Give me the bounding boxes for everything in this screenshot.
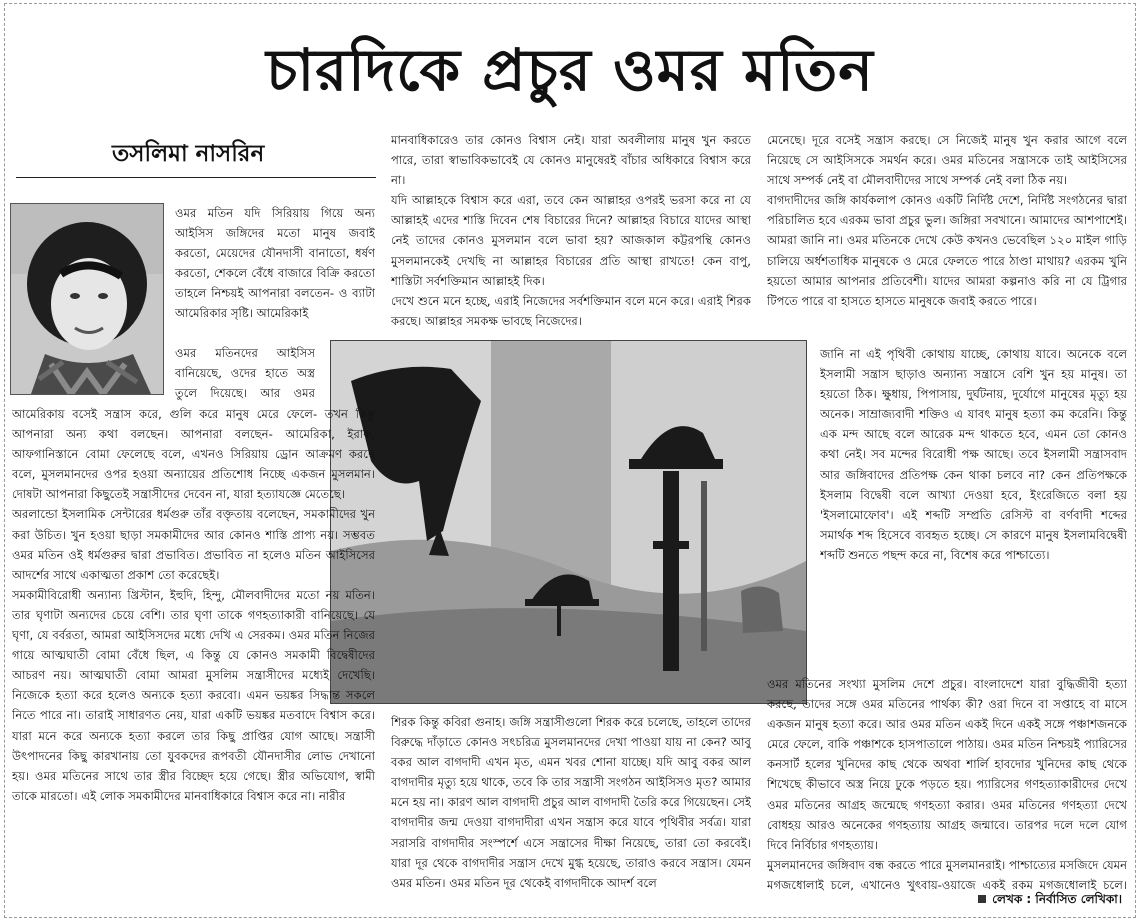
- illustration: [330, 340, 807, 704]
- author-portrait: [10, 203, 164, 395]
- paragraph: যদি আল্লাহকে বিশ্বাস করে এরা, তবে কেন আল্লাহর ওপরই ভরসা করে না যে আল্লাহই এদের শাস্তি দিবেন শেষ বিচারের দিনে? আল্লাহর বিচারে যাদের আস্থা নেই তাদের কোনও মুসলমান বলে ভাবা হয়? আজকাল কট্টরপন্থি কোনও মুসলমানকেই দেখছি না আল্লাহর বিচারের প্রতি আস্থা রাখতে! কেন বাপু, শাস্তিটা সর্বশক্তিমান আল্লাহই দিক।: [391, 193, 751, 288]
- column-3-mid: [820, 344, 1127, 674]
- fallen-soldier-illustration: [331, 341, 806, 703]
- column-1-top: [175, 203, 375, 343]
- paragraph: দেখে শুনে মনে হচ্ছে, এরাই নিজেদের সর্বশক্তিমান বলে মনে করে। এরাই শিরক করছে। আল্লাহর সমকক্ষ ভাবছে নিজেদের।: [391, 293, 751, 328]
- paragraph: শিরক কিন্তু কবিরা গুনাহ। জঙ্গি সন্ত্রাসীগুলো শিরক করে চলেছে, তাহলে তাদের বিরুদ্ধে দাঁড়াতে কোনও সৎচরিত্র মুসলমানদের দেখা পাওয়া যায় না কেন? আবু বকর আল বাগদাদী এখন মৃত, এমন খবর শোনা যাচ্ছে। যদি আবু বকর আল বাগদাদীর মৃত্যু হয়ে থাকে, তবে কি তার সন্ত্রাসী সংগঠন আইসিসও মৃত? আমার মনে হয় না। কারণ আল বাগদাদী প্রচুর আল বাগদাদী তৈরি করে গিয়েছেন। সেই বাগদাদীর জন্ম দেওয়া বাগদাদীরা এখন সন্ত্রাস করে যাবে পৃথিবীর সর্বত্র। যারা সরাসরি বাগদাদীর সংস্পর্শে এসে সন্ত্রাসের দীক্ষা নিয়েছে, তারা তো করবেই। যারা দূর থেকে বাগদাদীর সন্ত্রাস দেখে মুগ্ধ হয়েছে, তারাও করবে সন্ত্রাস। যেমন ওমর মতিন। ওমর মতিন দূর থেকেই বাগদাদীকে আদর্শ বলে: [391, 715, 751, 890]
- writer-note: [978, 891, 1122, 911]
- column-3-top: [767, 130, 1127, 344]
- column-2-bottom: [391, 712, 751, 904]
- paragraph: বাগদাদীদের জঙ্গি কার্যকলাপ কোনও একটি নির্দিষ্ট দেশে, নির্দিষ্ট সংগঠনের দ্বারা পরিচালিত হবে এরকম ভাবা প্রচুর ভুল। জঙ্গিরা সবখানে। আমাদের আশপাশেই। আমরা জানি না। ওমর মতিনকে দেখে কেউ কখনও ভেবেছিল ১২০ মাইল গাড়ি চালিয়ে অর্ধশতাধিক মানুষকে ও মেরে ফেলতে পারে ঠাণ্ডা মাথায়? এরকম খুনি হয়তো আমার আপনার প্রতিবেশী। যাদের আমরা কল্পনাও করি না যে ট্রিগার টিপতে পারে বা হাসতে হাসতে মানুষকে জবাই করতে পারে।: [767, 193, 1127, 308]
- paragraph: সমকামীবিরোধী অন্যান্য খ্রিস্টান, ইহুদি, হিন্দু, মৌলবাদীদের মতো নয় মতিন। তার ঘৃণাটা অন্যদের চেয়ে বেশি। তার ঘৃণা তাকে গণহত্যাকারী বানিয়েছে। যে ঘৃণা, যে বর্বরতা, আমরা আইসিসদের মধ্যে দেখি এ সেরকম। ওমর মতিন নিজের গায়ে আত্মঘাতী বোমা বেঁধে ছিল, এ কিন্তু যে কোনও সমকামী বিদ্বেষীদের আচরণ নয়। আত্মঘাতী বোমা আমরা মুসলিম সন্ত্রাসীদের মধ্যেই দেখেছি। নিজেকে হত্যা করে হলেও অন্যকে হত্যা করবো। এমন ভয়ঙ্কর সিদ্ধান্ত সকলে নিতে পারে না। তারাই সাধারণত নেয়, যারা একটি ভয়ঙ্কর মতবাদে বিশ্বাস করে। যারা মনে করে অন্যকে হত্যা করলে তার কিছু প্রাপ্তির যোগ আছে। সন্ত্রাসী উৎপাদনের কিছু কারখানায় তো যুবকদের রূপবতী যৌনদাসীর লোভ দেখানো হয়। ওমর মতিনের সাথে তার স্ত্রীর বিচ্ছেদ হয়ে গেছে। স্ত্রীর অভিযোগ, স্বামী তাকে মারতো। এই লোক সমকামীদের মানবাধিকারে বিশ্বাস করে না। নারীর: [12, 587, 375, 803]
- square-bullet-icon: [978, 895, 986, 903]
- writer-note-text: লেখক : নির্বাসিত লেখিকা।: [992, 892, 1122, 906]
- paragraph: মুসলমানদের জঙ্গিবাদ বন্ধ করতে পারে মুসলমানরাই। পাশ্চাত্যের মসজিদে যেমন মগজধোলাই চলে, এখানেও খুৎবায়-ওয়াজে একই রকম মগজধোলাই চলে।: [767, 857, 1127, 892]
- paragraph: অরলান্ডো ইসলামিক সেন্টারের ধর্মগুরু তাঁর বক্তৃতায় বলেছেন, সমকামীদের খুন করা উচিত। খুন হওয়া ছাড়া সমকামীদের আর কোনও শাস্তি প্রাপ্য নয়। সম্ভবত ওমর মতিন ওই ধর্মগুরুর দ্বারা প্রভাবিত। প্রভাবিত না হলেও মতিন আইসিসের আদর্শের সাথে একাত্মতা প্রকাশ তো করেছেই।: [12, 507, 375, 582]
- column-2-top: [391, 130, 751, 340]
- paragraph: ওমর মতিনদের আইসিস বানিয়েছে, ওদের হাতে অস্ত্র তুলে দিয়েছে। আর ওমর: [175, 346, 315, 401]
- column-3-bottom: [767, 674, 1127, 896]
- byline-divider: [16, 177, 376, 178]
- paragraph: আমেরিকায় বসেই সন্ত্রাস করে, গুলি করে মানুষ মেরে ফেলে- তখন কিন্তু আপনারা অন্য কথা বলছেন। আপনারা বলছেন- আমেরিকা, ইরাক, আফগানিস্তানে বোমা ফেলেছে বলে, এখনও সিরিয়ায় ড্রোন আক্রমণ করছে বলে, মুসলমানদের ওপর হওয়া অন্যায়ের প্রতিশোধ নিচ্ছে একজন মুসলমান। দোষটা আপনারা কিছুতেই সন্ত্রাসীদের দেবেন না, যারা হত্যাযজ্ঞে মেতেছে।: [12, 407, 375, 502]
- paragraph: মানবাধিকারেও তার কোনও বিশ্বাস নেই। যারা অবলীলায় মানুষ খুন করতে পারে, তারা স্বাভাবিকভাবেই যে কোনও মানুষেরই বাঁচার অধিকারে বিশ্বাস করে না।: [391, 133, 751, 188]
- paragraph: জানি না এই পৃথিবী কোথায় যাচ্ছে, কোথায় যাবে। অনেকে বলে ইসলামী সন্ত্রাস ছাড়াও অন্যান্য সন্ত্রাসে বেশি খুন হয় মানুষ। তা হয়তো ঠিক। ক্ষুধায়, পিপাসায়, দুর্ঘটনায়, দুর্যোগে মানুষের মৃত্যু হয় অনেক। সাম্রাজ্যবাদী শক্তিও এ যাবৎ মানুষ হত্যা কম করেনি। কিন্তু এক মন্দ আছে বলে আরেক মন্দ থাকতে হবে, এমন তো কোনও কথা নেই। সব মন্দের বিরোধী পক্ষ আছে। তবে ইসলামী সন্ত্রাসবাদ আর জঙ্গিবাদের প্রতিপক্ষ কেন থাকা চলবে না? কেন প্রতিপক্ষকে ইসলাম বিদ্বেষী বলে আখ্যা দেওয়া হবে, ইংরেজিতে বলা হয় 'ইসলামোফোব'। এই শব্দটি সম্প্রতি রেসিস্ট বা বর্ণবাদী শব্দের সমার্থক শব্দ হিসেবে ব্যবহৃত হচ্ছে। সে কারণে মানুষ ইসলামবিদ্বেষী শব্দটি শুনতে পছন্দ করে না, বিশেষ করে পাশ্চাত্যে।: [820, 347, 1127, 562]
- column-1-mid: [175, 343, 315, 403]
- paragraph: মেনেছে। দূরে বসেই সন্ত্রাস করছে। সে নিজেই মানুষ খুন করার আগে বলে নিয়েছে সে আইসিসকে সমর্থন করে। ওমর মতিনের সন্ত্রাসকে তাই আইসিসের সাথে সম্পর্ক নেই বা মৌলবাদীদের সাথে সম্পর্ক নেই বলা ঠিক নয়।: [767, 133, 1127, 188]
- portrait-graphic: [11, 204, 163, 394]
- paragraph: ওমর মতিনের সংখ্যা মুসলিম দেশে প্রচুর। বাংলাদেশে যারা বুদ্ধিজীবী হত্যা করছে, তাদের সঙ্গে ওমর মতিনের পার্থক্য কী? ওরা দিনে বা সপ্তাহে বা মাসে একজন মানুষ হত্যা করে। আর ওমর মতিন একই দিনে একই সঙ্গে পঞ্চাশজনকে মেরে ফেলে, বাকি পঞ্চাশকে হাসপাতালে পাঠায়। ওমর মতিন নিশ্চয়ই প্যারিসের কনসার্ট হলের খুনিদের কাছ থেকে অথবা শার্লি হাবদোর খুনিদের কাছ থেকে শিখেছে কীভাবে অস্ত্র নিয়ে ঢুকে পড়তে হয়। প্যারিসের গণহত্যাকারীদের দেখে ওমর মতিনের আগ্রহ জন্মেছে গণহত্যা করার। ওমর মতিনের গণহত্যা দেখে বোধহয় আরও অনেকের গণহত্যায় আগ্রহ জন্মাবে। তারপর দলে দলে যোগ দিবে নির্বিচার গণহত্যায়।: [767, 677, 1127, 852]
- paragraph: ওমর মতিন যদি সিরিয়ায় গিয়ে অন্য আইসিস জঙ্গিদের মতো মানুষ জবাই করতো, মেয়েদের যৌনদাসী বানাতো, ধর্ষণ করতো, শেকলে বেঁধে বাজারে বিক্রি করতো তাহলে নিশ্চয়ই আপনারা বলতেন- ও ব্যাটা আমেরিকার সৃষ্টি। আমেরিকাই: [175, 206, 375, 321]
- byline: তসলিমা নাসরিন: [112, 141, 265, 167]
- column-1-bottom: [12, 404, 375, 904]
- headline: চারদিকে প্রচুর ওমর মতিন: [266, 36, 874, 104]
